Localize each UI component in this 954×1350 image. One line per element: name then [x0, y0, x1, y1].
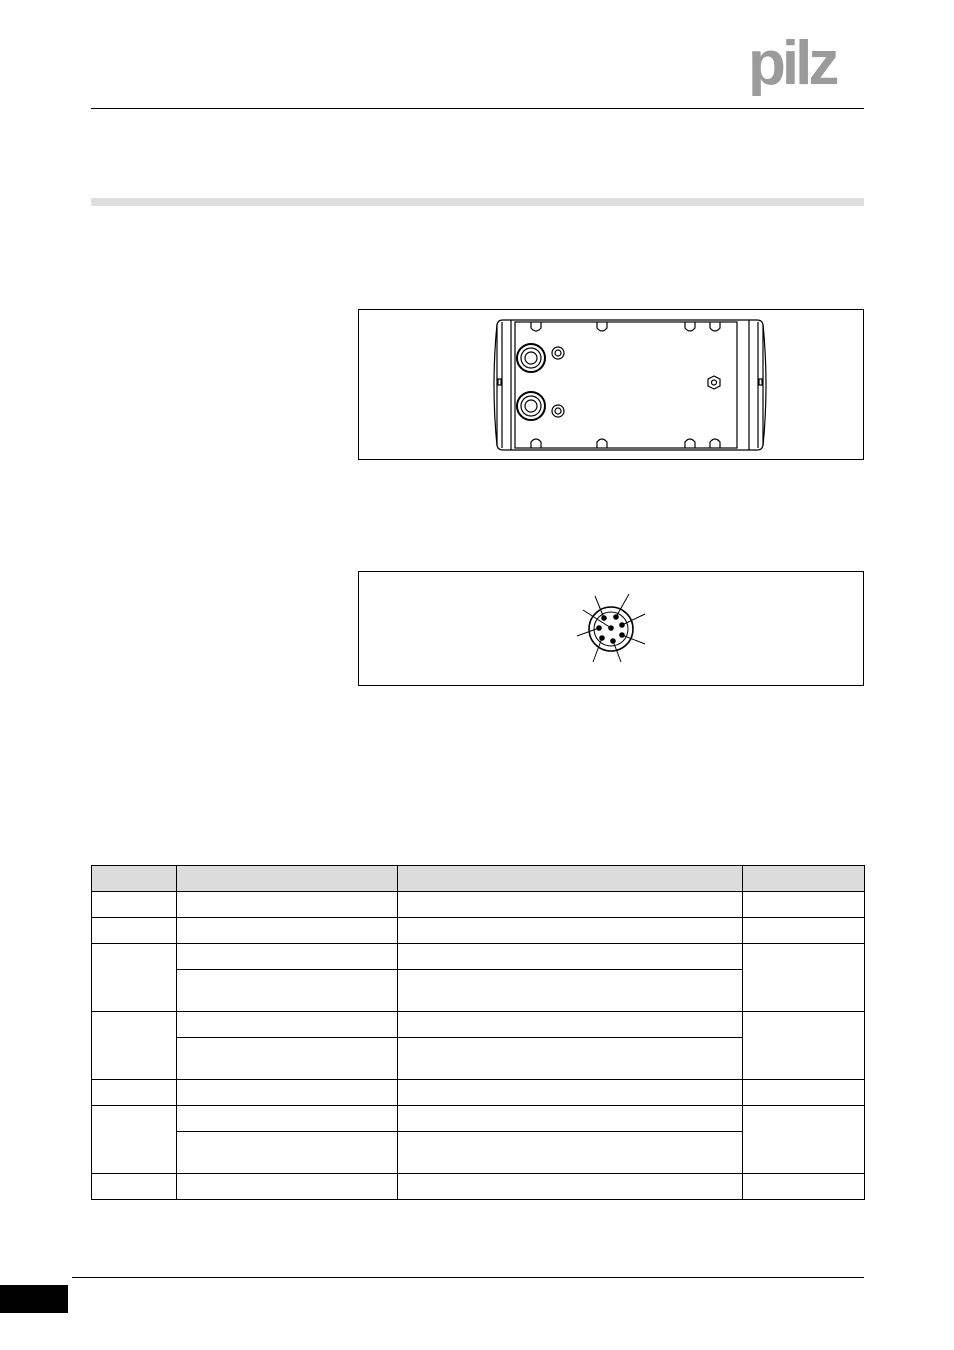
cell-pin — [92, 944, 177, 1012]
table-header-row — [92, 866, 865, 892]
cell-note — [743, 1174, 865, 1200]
cell-description — [398, 1106, 743, 1132]
cell-signal — [177, 1106, 398, 1132]
cell-pin — [92, 1174, 177, 1200]
footer-rule — [72, 1277, 864, 1278]
cell-pin — [92, 892, 177, 918]
figure-device-rear-view — [358, 309, 864, 460]
connector-drawing — [359, 572, 863, 685]
figure-connector-pinout — [358, 571, 864, 686]
header-rule — [91, 108, 864, 109]
table-row — [92, 1174, 865, 1200]
cell-description — [398, 892, 743, 918]
cell-description — [398, 1132, 743, 1174]
cell-signal — [177, 892, 398, 918]
table-row — [92, 944, 865, 970]
cell-note — [743, 918, 865, 944]
cell-description — [398, 970, 743, 1012]
table-row — [92, 1080, 865, 1106]
cell-note — [743, 1106, 865, 1174]
header-note — [743, 866, 865, 892]
section-heading-bar — [91, 198, 864, 206]
cell-signal — [177, 1012, 398, 1038]
table-row — [92, 1012, 865, 1038]
header-pin — [92, 866, 177, 892]
page-number-tab — [0, 1285, 68, 1313]
pin-assignment-table — [91, 865, 865, 1200]
cell-description — [398, 1038, 743, 1080]
cell-signal — [177, 1080, 398, 1106]
logo-text: pilz — [748, 38, 836, 96]
pilz-logo — [748, 38, 866, 96]
cell-description — [398, 1080, 743, 1106]
cell-description — [398, 1174, 743, 1200]
cell-signal — [177, 944, 398, 970]
header-description — [398, 866, 743, 892]
table-row — [92, 892, 865, 918]
cell-note — [743, 1012, 865, 1080]
cell-signal — [177, 918, 398, 944]
table-row — [92, 918, 865, 944]
header-signal — [177, 866, 398, 892]
cell-signal — [177, 1174, 398, 1200]
cell-signal — [177, 970, 398, 1012]
cell-pin — [92, 918, 177, 944]
cell-note — [743, 1080, 865, 1106]
cell-signal — [177, 1132, 398, 1174]
device-drawing — [359, 310, 863, 459]
cell-pin — [92, 1106, 177, 1174]
cell-note — [743, 892, 865, 918]
cell-signal — [177, 1038, 398, 1080]
cell-pin — [92, 1080, 177, 1106]
table-row — [92, 1106, 865, 1132]
cell-description — [398, 944, 743, 970]
cell-pin — [92, 1012, 177, 1080]
cell-description — [398, 918, 743, 944]
cell-note — [743, 944, 865, 1012]
cell-description — [398, 1012, 743, 1038]
